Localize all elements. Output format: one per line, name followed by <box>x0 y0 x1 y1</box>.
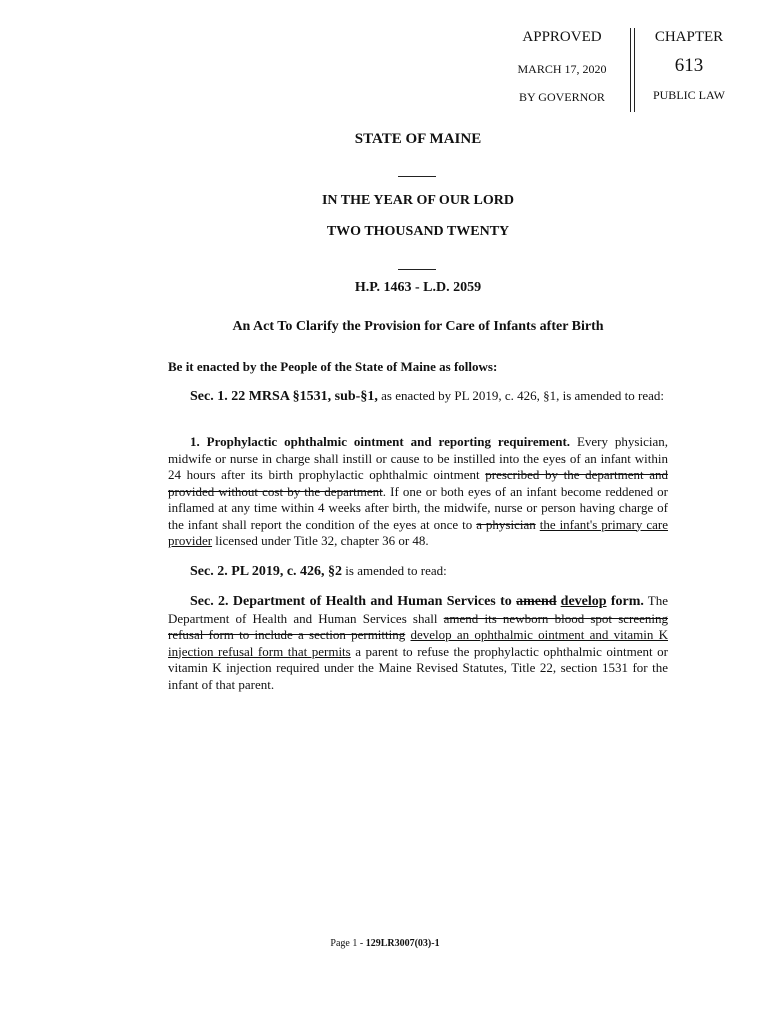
sec1-added-b: the infant's primary care provider <box>168 516 669 548</box>
chapter-block <box>639 26 739 103</box>
sec1-intro <box>168 388 668 406</box>
public-law-label: PUBLIC LAW <box>652 88 726 102</box>
act-title: An Act To Clarify the Provision for Care of Infants after Birth <box>232 319 604 334</box>
sec2-text-b: a parent to refuse the prophylactic ophthalmic ointment or vitamin K injection required under the Maine Revised Statutes, Title 22, section 1531 for the infant of that parent. <box>168 643 668 692</box>
year-line-1: IN THE YEAR OF OUR LORD <box>321 193 514 208</box>
sec2-subheading-a: Sec. 2. Department of Health and Human Services to <box>190 594 517 609</box>
sec2-subheading-b: form. <box>606 594 644 609</box>
enacting-clause: Be it enacted by the People of the State of Maine as follows: <box>168 359 498 374</box>
title-divider-1 <box>398 176 436 177</box>
state-title: STATE OF MAINE <box>354 131 482 147</box>
sec2-sub-struck: amend <box>516 594 557 609</box>
sec2-intro-text: is amended to read: <box>342 563 447 578</box>
sec1-heading: Sec. 1. 22 MRSA §1531, sub-§1, <box>190 389 378 404</box>
sec1-struck-a: prescribed by the department and provided without cost by the department <box>168 467 669 499</box>
sec2-heading: Sec. 2. PL 2019, c. 426, §2 <box>190 564 343 579</box>
sec2-intro <box>168 563 668 581</box>
document-code: 129LR3007(03)-1 <box>365 938 440 949</box>
sec1-body <box>168 434 668 550</box>
sec2-text-a: The Department of Health and Human Services shall <box>168 593 669 626</box>
by-governor-label: BY GOVERNOR <box>519 90 605 104</box>
title-divider-2 <box>398 269 436 270</box>
sec2-body <box>168 593 668 693</box>
bill-number: H.P. 1463 - L.D. 2059 <box>354 280 482 295</box>
sec1-text-a: Every physician, midwife or nurse in charge shall instill or cause to be instilled into the eyes of an infant within 24 hours after its birth prophylactic ophthalmic ointment <box>168 434 668 482</box>
approval-header <box>497 26 747 114</box>
sec1-intro-text: as enacted by PL 2019, c. 426, §1, is amended to read: <box>377 388 665 403</box>
sec2-added-a: develop an ophthalmic ointment and vitamin K injection refusal form that permits <box>168 627 669 659</box>
chapter-label: CHAPTER <box>654 29 724 45</box>
approval-block <box>497 26 627 105</box>
sec2-sub-added: develop <box>560 594 607 609</box>
sec1-text-b: . If one or both eyes of an infant become reddened or inflamed at any time within 4 weeks after birth, the midwife, nurse or person having charge of the infant shall report the condition of the eyes at once to <box>168 483 669 532</box>
page-label: Page 1 - <box>330 938 366 949</box>
sec1-subheading: 1. Prophylactic ophthalmic ointment and reporting requirement. <box>190 434 571 449</box>
chapter-number: 613 <box>674 55 704 76</box>
approval-date: MARCH 17, 2020 <box>517 62 607 76</box>
sec1-text-c: licensed under Title 32, chapter 36 or 48. <box>212 533 429 548</box>
sec1-struck-b: a physician <box>476 516 536 532</box>
approved-label: APPROVED <box>522 29 602 45</box>
year-line-2: TWO THOUSAND TWENTY <box>326 224 510 239</box>
sec2-struck-a: amend its newborn blood spot screening refusal form to include a section permitting <box>168 610 669 642</box>
page-footer <box>0 938 770 949</box>
header-divider <box>630 28 635 112</box>
